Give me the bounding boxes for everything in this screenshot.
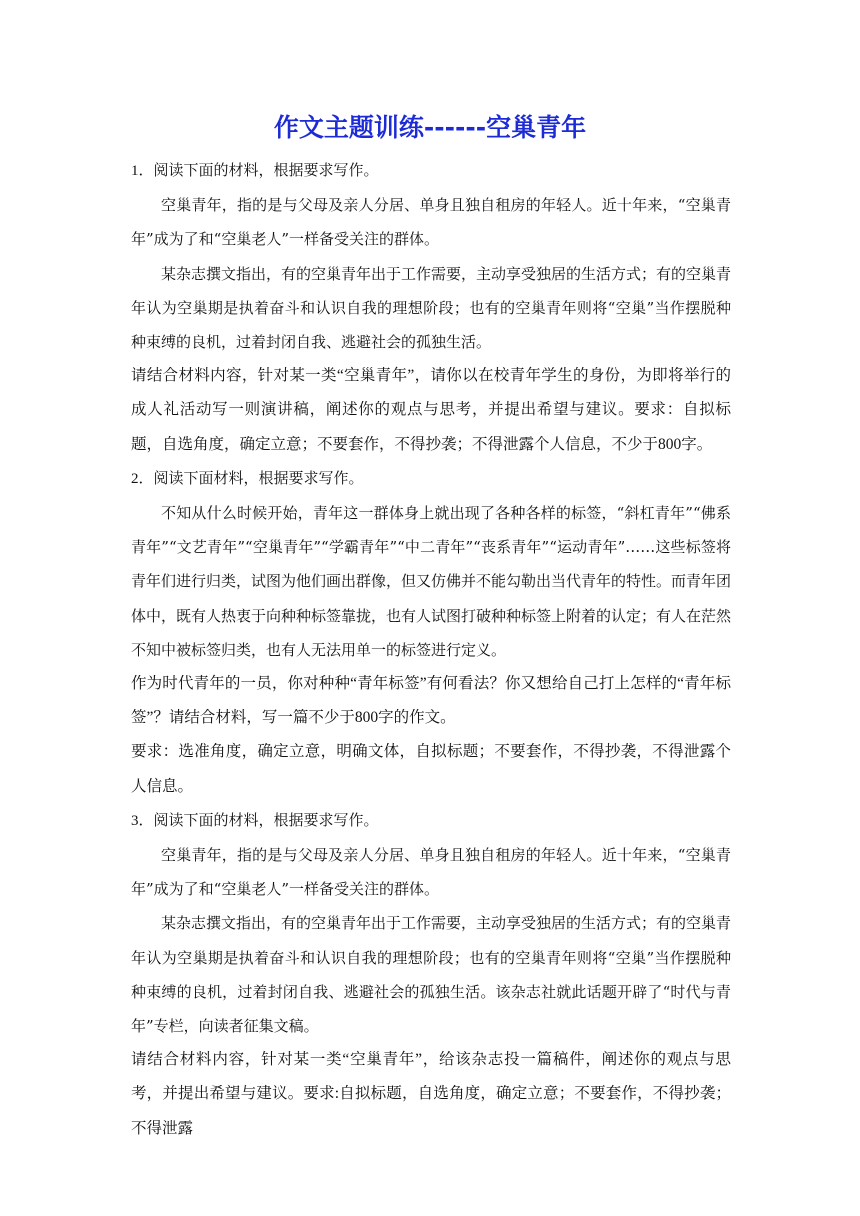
question-3-requirements: 请结合材料内容，针对某一类“空巢青年”，给该杂志投一篇稿件，阐述你的观点与思考，并提出希望与建议。要求:自拟标题，自选角度，确定立意；不要套作，不得抄袭；不得泄露 bbox=[131, 1051, 731, 1137]
question-1-heading: 1．阅读下面的材料，根据要求写作。 bbox=[131, 163, 379, 179]
question-2-heading: 2．阅读下面材料，根据要求写作。 bbox=[131, 470, 364, 487]
question-3-material-paragraph-2: 某杂志撰文指出，有的空巢青年出于工作需要，主动享受独居的生活方式；有的空巢青年认为空巢期是执着奋斗和认识自我的理想阶段；也有的空巢青年则将“空巢”当作摆脱种种束缚的良机，过着封闭自我、逃避社会的孤独生活。该杂志社就此话题开辟了“时代与青年”专栏，向读者征集文稿。 bbox=[131, 914, 732, 1036]
document-body bbox=[131, 154, 731, 1146]
document-title: 作文主题训练------空巢青年 bbox=[273, 113, 587, 142]
question-2-material-paragraph: 不知从什么时候开始，青年这一群体身上就出现了各种各样的标签，“斜杠青年”“佛系青年”“文艺青年”“空巢青年”“学霸青年”“中二青年”“丧系青年”“运动青年”……这些标签将青年们进行归类，试图为他们画出群像，但又仿佛并不能勾勒出当代青年的特性。而青年团体中，既有人热衷于向种种标签靠拢，也有人试图打破种种标签上附着的认定；有人在茫然不知中被标签归类，也有人无法用单一的标签进行定义。 bbox=[131, 504, 732, 659]
question-3-heading: 3．阅读下面的材料，根据要求写作。 bbox=[131, 812, 379, 829]
question-2-requirements: 要求：选准角度，确定立意，明确文体，自拟标题；不要套作，不得抄袭，不得泄露个人信息。 bbox=[131, 743, 731, 795]
question-3-material-paragraph-1: 空巢青年，指的是与父母及亲人分居、单身且独自租房的年轻人。近十年来，“空巢青年”成为了和“空巢老人”一样备受关注的群体。 bbox=[131, 846, 731, 899]
question-1-requirements: 请结合材料内容，针对某一类“空巢青年”，请你以在校青年学生的身份，为即将举行的成人礼活动写一则演讲稿，阐述你的观点与思考，并提出希望与建议。要求：自拟标题，自选角度，确定立意；不要套作，不得抄袭；不得泄露个人信息，不少于800字。 bbox=[131, 367, 731, 453]
question-2-prompt: 作为时代青年的一员，你对种种“青年标签”有何看法？你又想给自己打上怎样的“青年标签”？请结合材料，写一篇不少于800字的作文。 bbox=[131, 675, 731, 727]
question-1-material-paragraph-1: 空巢青年，指的是与父母及亲人分居、单身且独自租房的年轻人。近十年来，“空巢青年”成为了和“空巢老人”一样备受关注的群体。 bbox=[131, 196, 731, 249]
question-1-material-paragraph-2: 某杂志撰文指出，有的空巢青年出于工作需要，主动享受独居的生活方式；有的空巢青年认为空巢期是执着奋斗和认识自我的理想阶段；也有的空巢青年则将“空巢”当作摆脱种种束缚的良机，过着封闭自我、逃避社会的孤独生活。 bbox=[131, 264, 732, 352]
